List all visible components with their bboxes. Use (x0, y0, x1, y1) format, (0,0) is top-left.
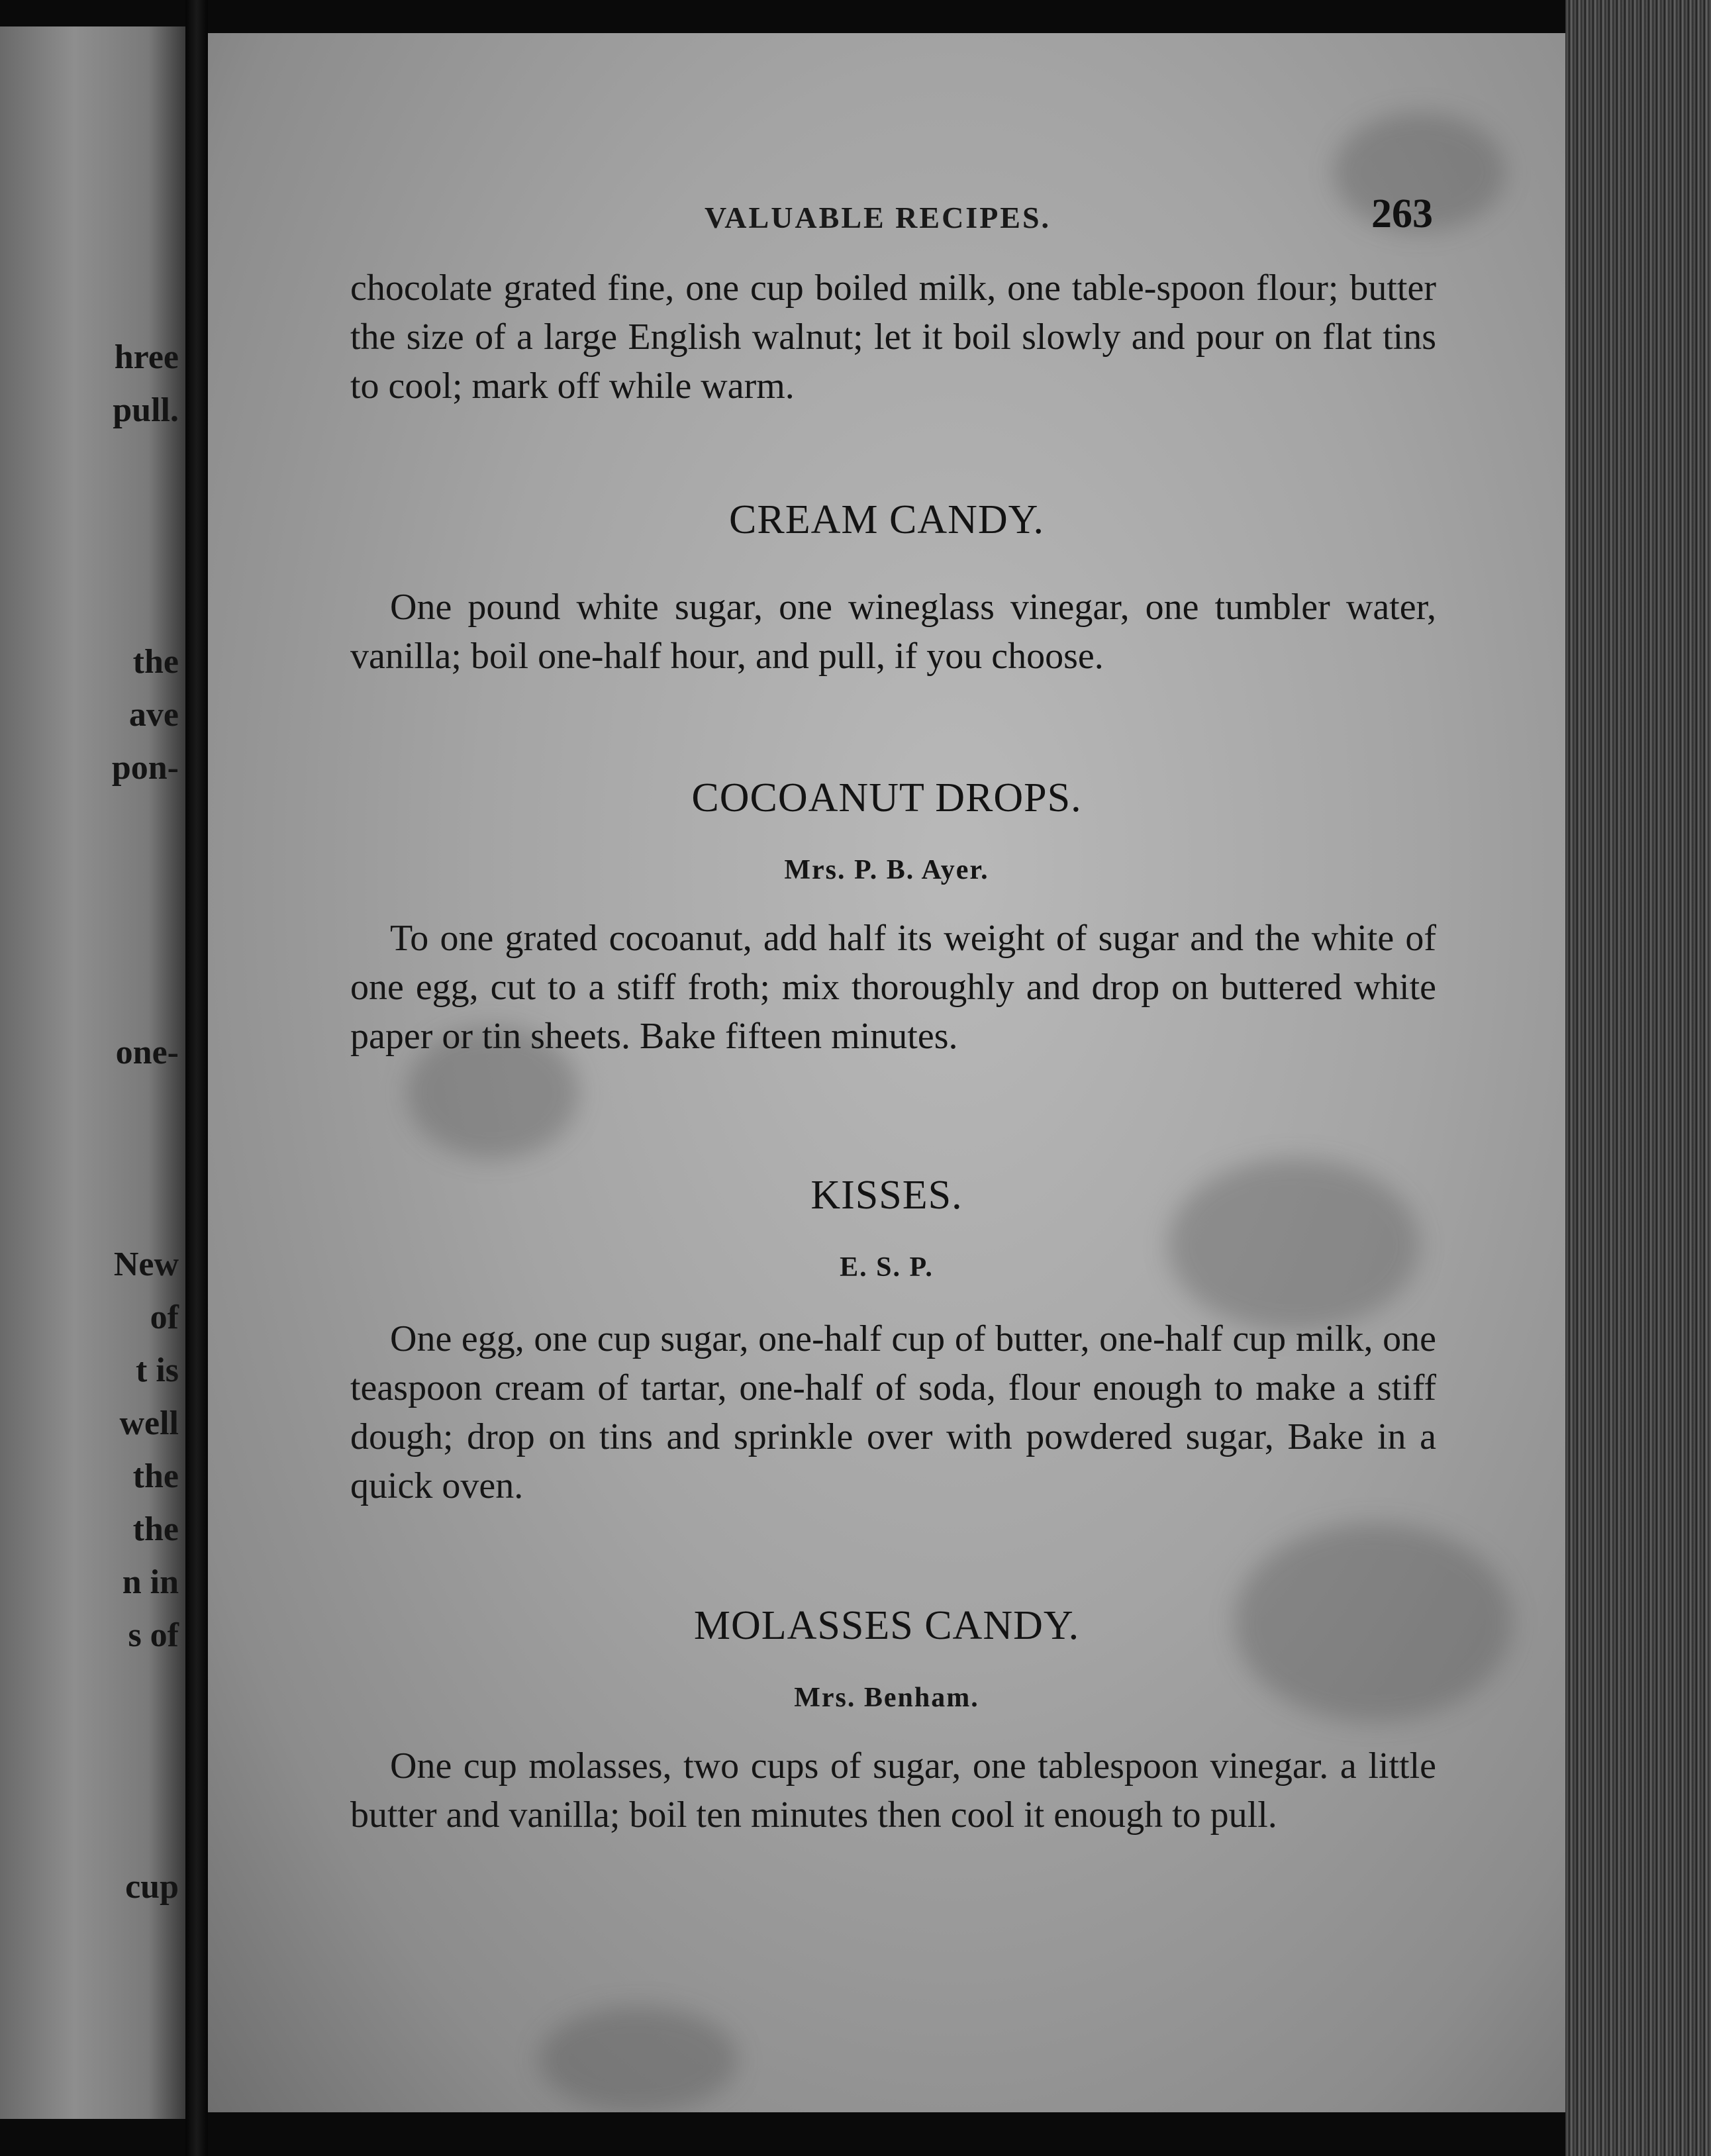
left-page-fragment: t is (136, 1351, 179, 1389)
continuation-text (350, 264, 1436, 411)
left-page-fragment: s of (128, 1616, 179, 1654)
recipe-author: Mrs. Benham. (794, 1683, 979, 1713)
left-page-fragment: ave (128, 696, 179, 734)
running-header (208, 191, 1565, 244)
left-page-fragment: one- (115, 1034, 179, 1071)
recipe-author: Mrs. P. B. Ayer. (784, 855, 989, 885)
book-gutter (185, 0, 208, 2156)
recipe-title: COCOANUT DROPS. (691, 775, 1082, 820)
recipe-body (350, 583, 1436, 681)
left-page-fragment: n in (122, 1563, 179, 1601)
running-title: VALUABLE RECIPES. (705, 201, 1051, 234)
paragraph: One pound white sugar, one wineglass vinegar, one tumbler water, vanilla; boil one-half hour, and pull, if you choose. (350, 587, 1436, 677)
page-block-edge (1565, 0, 1711, 2156)
left-page-fragment: New (113, 1246, 179, 1283)
left-page-fragment: pull. (113, 391, 179, 429)
recipe-title: CREAM CANDY. (729, 497, 1044, 542)
left-page-fragment: pon- (111, 749, 179, 787)
paragraph: One egg, one cup sugar, one-half cup of butter, one-half cup milk, one teaspoon cream of tartar, one-half of soda, flour enough to make a stiff dough; drop on tins and sprinkle over with powdered sugar, Bake in a quick oven. (350, 1318, 1436, 1506)
book-page (208, 33, 1565, 2112)
recipe-body (350, 914, 1436, 1061)
left-page-fragment: the (132, 643, 179, 681)
paragraph: To one grated cocoanut, add half its weight of sugar and the white of one egg, cut to a stiff froth; mix thoroughly and drop on buttered white paper or tin sheets. Bake fifteen minutes. (350, 918, 1436, 1057)
left-page-fragment: cup (125, 1868, 179, 1906)
paragraph: One cup molasses, two cups of sugar, one tablespoon vinegar. a little butter and vanilla; boil ten minutes then cool it enough to pull. (350, 1745, 1436, 1836)
left-page-fragment: the (132, 1457, 179, 1495)
left-page-fragment: well (119, 1404, 179, 1442)
page-stain (539, 2006, 738, 2112)
left-page-fragment: of (150, 1298, 179, 1336)
paragraph: chocolate grated fine, one cup boiled milk, one table-spoon flour; butter the size of a large English walnut; let it boil slowly and pour on flat tins to cool; mark off while warm. (350, 268, 1436, 407)
recipe-title: KISSES. (810, 1173, 963, 1218)
recipe-body (350, 1741, 1436, 1839)
left-page-edge (0, 26, 185, 2119)
left-page-fragment: the (132, 1510, 179, 1548)
left-page-fragment: hree (114, 338, 179, 376)
recipe-author: E. S. P. (840, 1252, 934, 1283)
page-number: 263 (1371, 191, 1433, 236)
recipe-body (350, 1314, 1436, 1510)
recipe-title: MOLASSES CANDY. (693, 1603, 1080, 1648)
